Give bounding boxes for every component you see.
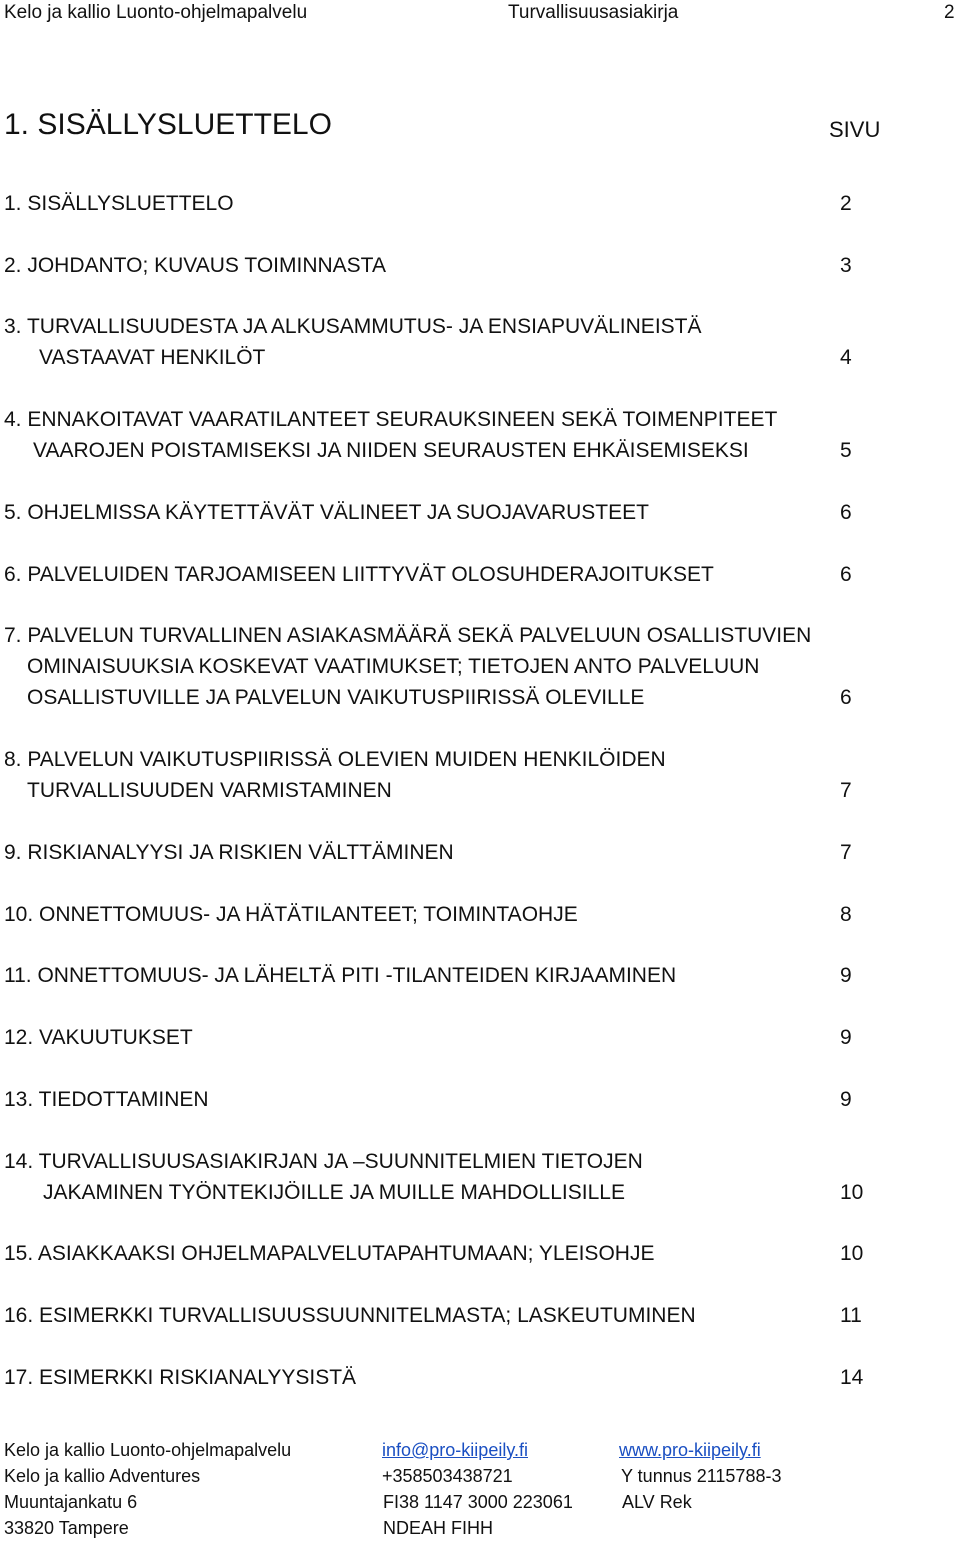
- toc-entry-page: 14: [840, 1366, 864, 1389]
- toc-entry-label: 4. ENNAKOITAVAT VAARATILANTEET SEURAUKSINEEN SEKÄ TOIMENPITEET: [4, 408, 778, 431]
- toc-entry-label: 12. VAKUUTUKSET: [4, 1026, 193, 1049]
- toc-entry-page: 6: [840, 686, 852, 709]
- footer-website-link[interactable]: [619, 1440, 761, 1461]
- toc-entry-page: 7: [840, 841, 852, 864]
- footer-org-name: Kelo ja kallio Luonto-ohjelmapalvelu: [4, 1440, 292, 1460]
- toc-entry-label: 13. TIEDOTTAMINEN: [4, 1088, 209, 1111]
- toc-entry-label: 15. ASIAKKAAKSI OHJELMAPALVELUTAPAHTUMAAN; YLEISOHJE: [4, 1242, 655, 1265]
- toc-entry-label: 14. TURVALLISUUSASIAKIRJAN JA –SUUNNITELMIEN TIETOJEN: [4, 1150, 643, 1173]
- toc-entry-page: 7: [840, 779, 852, 802]
- toc-entry-page: 3: [840, 254, 852, 277]
- toc-entry-label: 11. ONNETTOMUUS- JA LÄHELTÄ PITI -TILANTEIDEN KIRJAAMINEN: [4, 964, 677, 987]
- footer-street: Muuntajankatu 6: [4, 1492, 138, 1512]
- footer-iban: FI38 1147 3000 223061: [383, 1492, 573, 1512]
- footer-email-link[interactable]: [382, 1440, 528, 1461]
- toc-entry-label: 5. OHJELMISSA KÄYTETTÄVÄT VÄLINEET JA SUOJAVARUSTEET: [4, 501, 649, 524]
- toc-entry-page: 4: [840, 346, 852, 369]
- toc-entry-label: 10. ONNETTOMUUS- JA HÄTÄTILANTEET; TOIMINTAOHJE: [4, 903, 578, 926]
- toc-entry-label-cont: TURVALLISUUDEN VARMISTAMINEN: [27, 779, 392, 802]
- toc-entry-label-cont: OMINAISUUKSIA KOSKEVAT VAATIMUKSET; TIETOJEN ANTO PALVELUUN: [27, 655, 760, 678]
- toc-entry-label: 1. SISÄLLYSLUETTELO: [4, 192, 234, 215]
- header-organization: Kelo ja kallio Luonto-ohjelmapalvelu: [4, 2, 308, 23]
- toc-entry-label: 7. PALVELUN TURVALLINEN ASIAKASMÄÄRÄ SEKÄ PALVELUUN OSALLISTUVIEN: [4, 624, 812, 647]
- toc-entry-label: 16. ESIMERKKI TURVALLISUUSSUUNNITELMASTA; LASKEUTUMINEN: [4, 1304, 696, 1327]
- toc-entry-label-cont: OSALLISTUVILLE JA PALVELUN VAIKUTUSPIIRISSÄ OLEVILLE: [27, 686, 645, 709]
- toc-entry-label: 3. TURVALLISUUDESTA JA ALKUSAMMUTUS- JA ENSIAPUVÄLINEISTÄ: [4, 315, 702, 338]
- toc-title: 1. SISÄLLYSLUETTELO: [4, 108, 332, 141]
- toc-entry-page: 6: [840, 501, 852, 524]
- toc-entry-page: 6: [840, 563, 852, 586]
- email-link[interactable]: info@pro-kiipeily.fi: [382, 1440, 528, 1460]
- footer-bic: NDEAH FIHH: [383, 1518, 494, 1538]
- toc-entry-label-cont: JAKAMINEN TYÖNTEKIJÖILLE JA MUILLE MAHDOLLISILLE: [43, 1181, 625, 1204]
- footer-phone: +358503438721: [382, 1466, 513, 1486]
- page-header: [0, 0, 960, 26]
- toc-entry-page: 2: [840, 192, 852, 215]
- header-document-title: Turvallisuusasiakirja: [508, 2, 679, 23]
- footer-city: 33820 Tampere: [4, 1518, 129, 1538]
- header-page-number: 2: [944, 2, 955, 23]
- toc-entry-label-cont: VASTAAVAT HENKILÖT: [39, 346, 266, 369]
- toc-entry-label: 9. RISKIANALYYSI JA RISKIEN VÄLTTÄMINEN: [4, 841, 454, 864]
- footer-vat: ALV Rek: [622, 1492, 692, 1512]
- website-link[interactable]: www.pro-kiipeily.fi: [619, 1440, 761, 1460]
- toc-entry-page: 5: [840, 439, 852, 462]
- toc-entry-page: 10: [840, 1242, 864, 1265]
- toc-entry-page: 10: [840, 1181, 864, 1204]
- toc-entry-page: 9: [840, 964, 852, 987]
- toc-entry-label: 6. PALVELUIDEN TARJOAMISEEN LIITTYVÄT OLOSUHDERAJOITUKSET: [4, 563, 714, 586]
- footer-business-id: Y tunnus 2115788-3: [621, 1466, 782, 1486]
- page-column-label: SIVU: [829, 117, 881, 142]
- toc-entry-label: 8. PALVELUN VAIKUTUSPIIRISSÄ OLEVIEN MUIDEN HENKILÖIDEN: [4, 748, 666, 771]
- toc-entry-label-cont: VAAROJEN POISTAMISEKSI JA NIIDEN SEURAUSTEN EHKÄISEMISEKSI: [33, 439, 749, 462]
- toc-entry-page: 11: [840, 1304, 862, 1327]
- footer-trade-name: Kelo ja kallio Adventures: [4, 1466, 201, 1486]
- toc-entry-page: 8: [840, 903, 852, 926]
- toc-entry-label: 17. ESIMERKKI RISKIANALYYSISTÄ: [4, 1366, 357, 1389]
- toc-entry-page: 9: [840, 1088, 852, 1111]
- toc-entry-page: 9: [840, 1026, 852, 1049]
- toc-entry-label: 2. JOHDANTO; KUVAUS TOIMINNASTA: [4, 254, 386, 277]
